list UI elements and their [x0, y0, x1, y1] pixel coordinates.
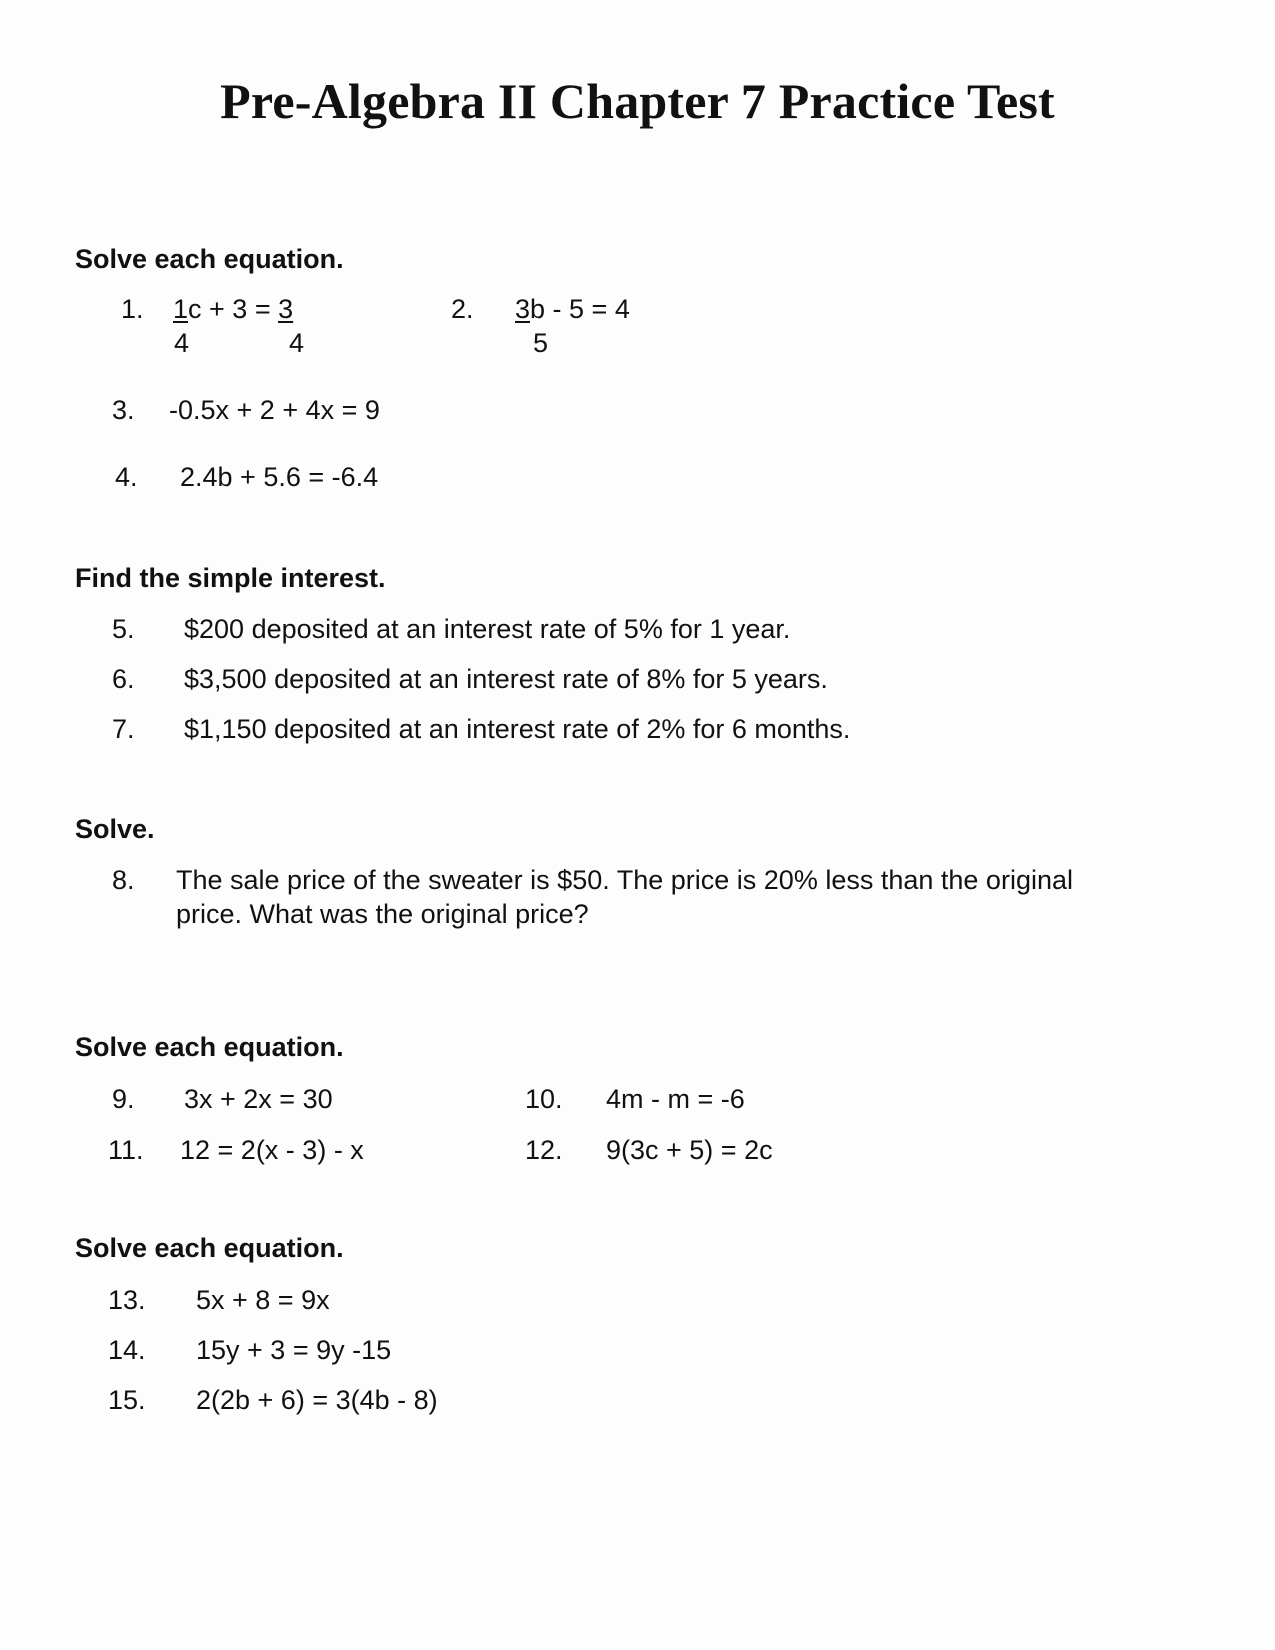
problem-6-text: $3,500 deposited at an interest rate of 8% for 5 years.: [184, 664, 828, 694]
problem-6-number: 6.: [112, 664, 135, 694]
problem-2-number: 2.: [451, 294, 474, 324]
problem-10-number: 10.: [525, 1084, 563, 1114]
section-heading-solve-equations-2: Solve each equation.: [75, 1032, 344, 1062]
problem-1-number: 1.: [121, 294, 144, 324]
problem-1-equation: [173, 294, 293, 325]
problem-1-denominator-right: 4: [289, 328, 305, 358]
problem-3-text: -0.5x + 2 + 4x = 9: [169, 395, 380, 425]
problem-12-number: 12.: [525, 1135, 563, 1165]
problem-11-text: 12 = 2(x - 3) - x: [180, 1135, 364, 1165]
problem-14-number: 14.: [108, 1335, 146, 1365]
problem-14-text: 15y + 3 = 9y -15: [196, 1335, 392, 1365]
problem-2-rest: b - 5 = 4: [530, 294, 630, 324]
problem-8-line-2: price. What was the original price?: [176, 899, 589, 929]
problem-4-number: 4.: [115, 462, 138, 492]
page-title: Pre-Algebra II Chapter 7 Practice Test: [220, 73, 1055, 129]
problem-11-number: 11.: [108, 1135, 144, 1165]
problem-13-number: 13.: [108, 1285, 146, 1315]
problem-2-denominator: 5: [533, 328, 549, 358]
problem-1-middle: c + 3 =: [188, 294, 279, 324]
problem-9-text: 3x + 2x = 30: [184, 1084, 333, 1114]
section-heading-solve: Solve.: [75, 814, 155, 844]
problem-2-equation: [515, 294, 630, 325]
problem-9-number: 9.: [112, 1084, 135, 1114]
section-heading-simple-interest: Find the simple interest.: [75, 563, 386, 593]
problem-2-fraction-numerator: 3: [515, 294, 531, 324]
problem-4-text: 2.4b + 5.6 = -6.4: [180, 462, 379, 492]
problem-15-text: 2(2b + 6) = 3(4b - 8): [196, 1385, 438, 1415]
problem-7-number: 7.: [112, 714, 135, 744]
problem-1-fraction-numerator-left: 1: [173, 294, 189, 324]
problem-1-fraction-numerator-right: 3: [278, 294, 294, 324]
problem-8-number: 8.: [112, 865, 135, 895]
section-heading-solve-equations-1: Solve each equation.: [75, 244, 344, 274]
section-heading-solve-equations-3: Solve each equation.: [75, 1233, 344, 1263]
problem-7-text: $1,150 deposited at an interest rate of 2% for 6 months.: [184, 714, 851, 744]
problem-12-text: 9(3c + 5) = 2c: [606, 1135, 773, 1165]
problem-5-number: 5.: [112, 614, 135, 644]
problem-13-text: 5x + 8 = 9x: [196, 1285, 330, 1315]
problem-5-text: $200 deposited at an interest rate of 5% for 1 year.: [184, 614, 791, 644]
problem-8-line-1: The sale price of the sweater is $50. The price is 20% less than the original: [176, 865, 1073, 895]
problem-3-number: 3.: [112, 395, 135, 425]
problem-1-denominator-left: 4: [174, 328, 190, 358]
problem-15-number: 15.: [108, 1385, 146, 1415]
problem-10-text: 4m - m = -6: [606, 1084, 745, 1114]
